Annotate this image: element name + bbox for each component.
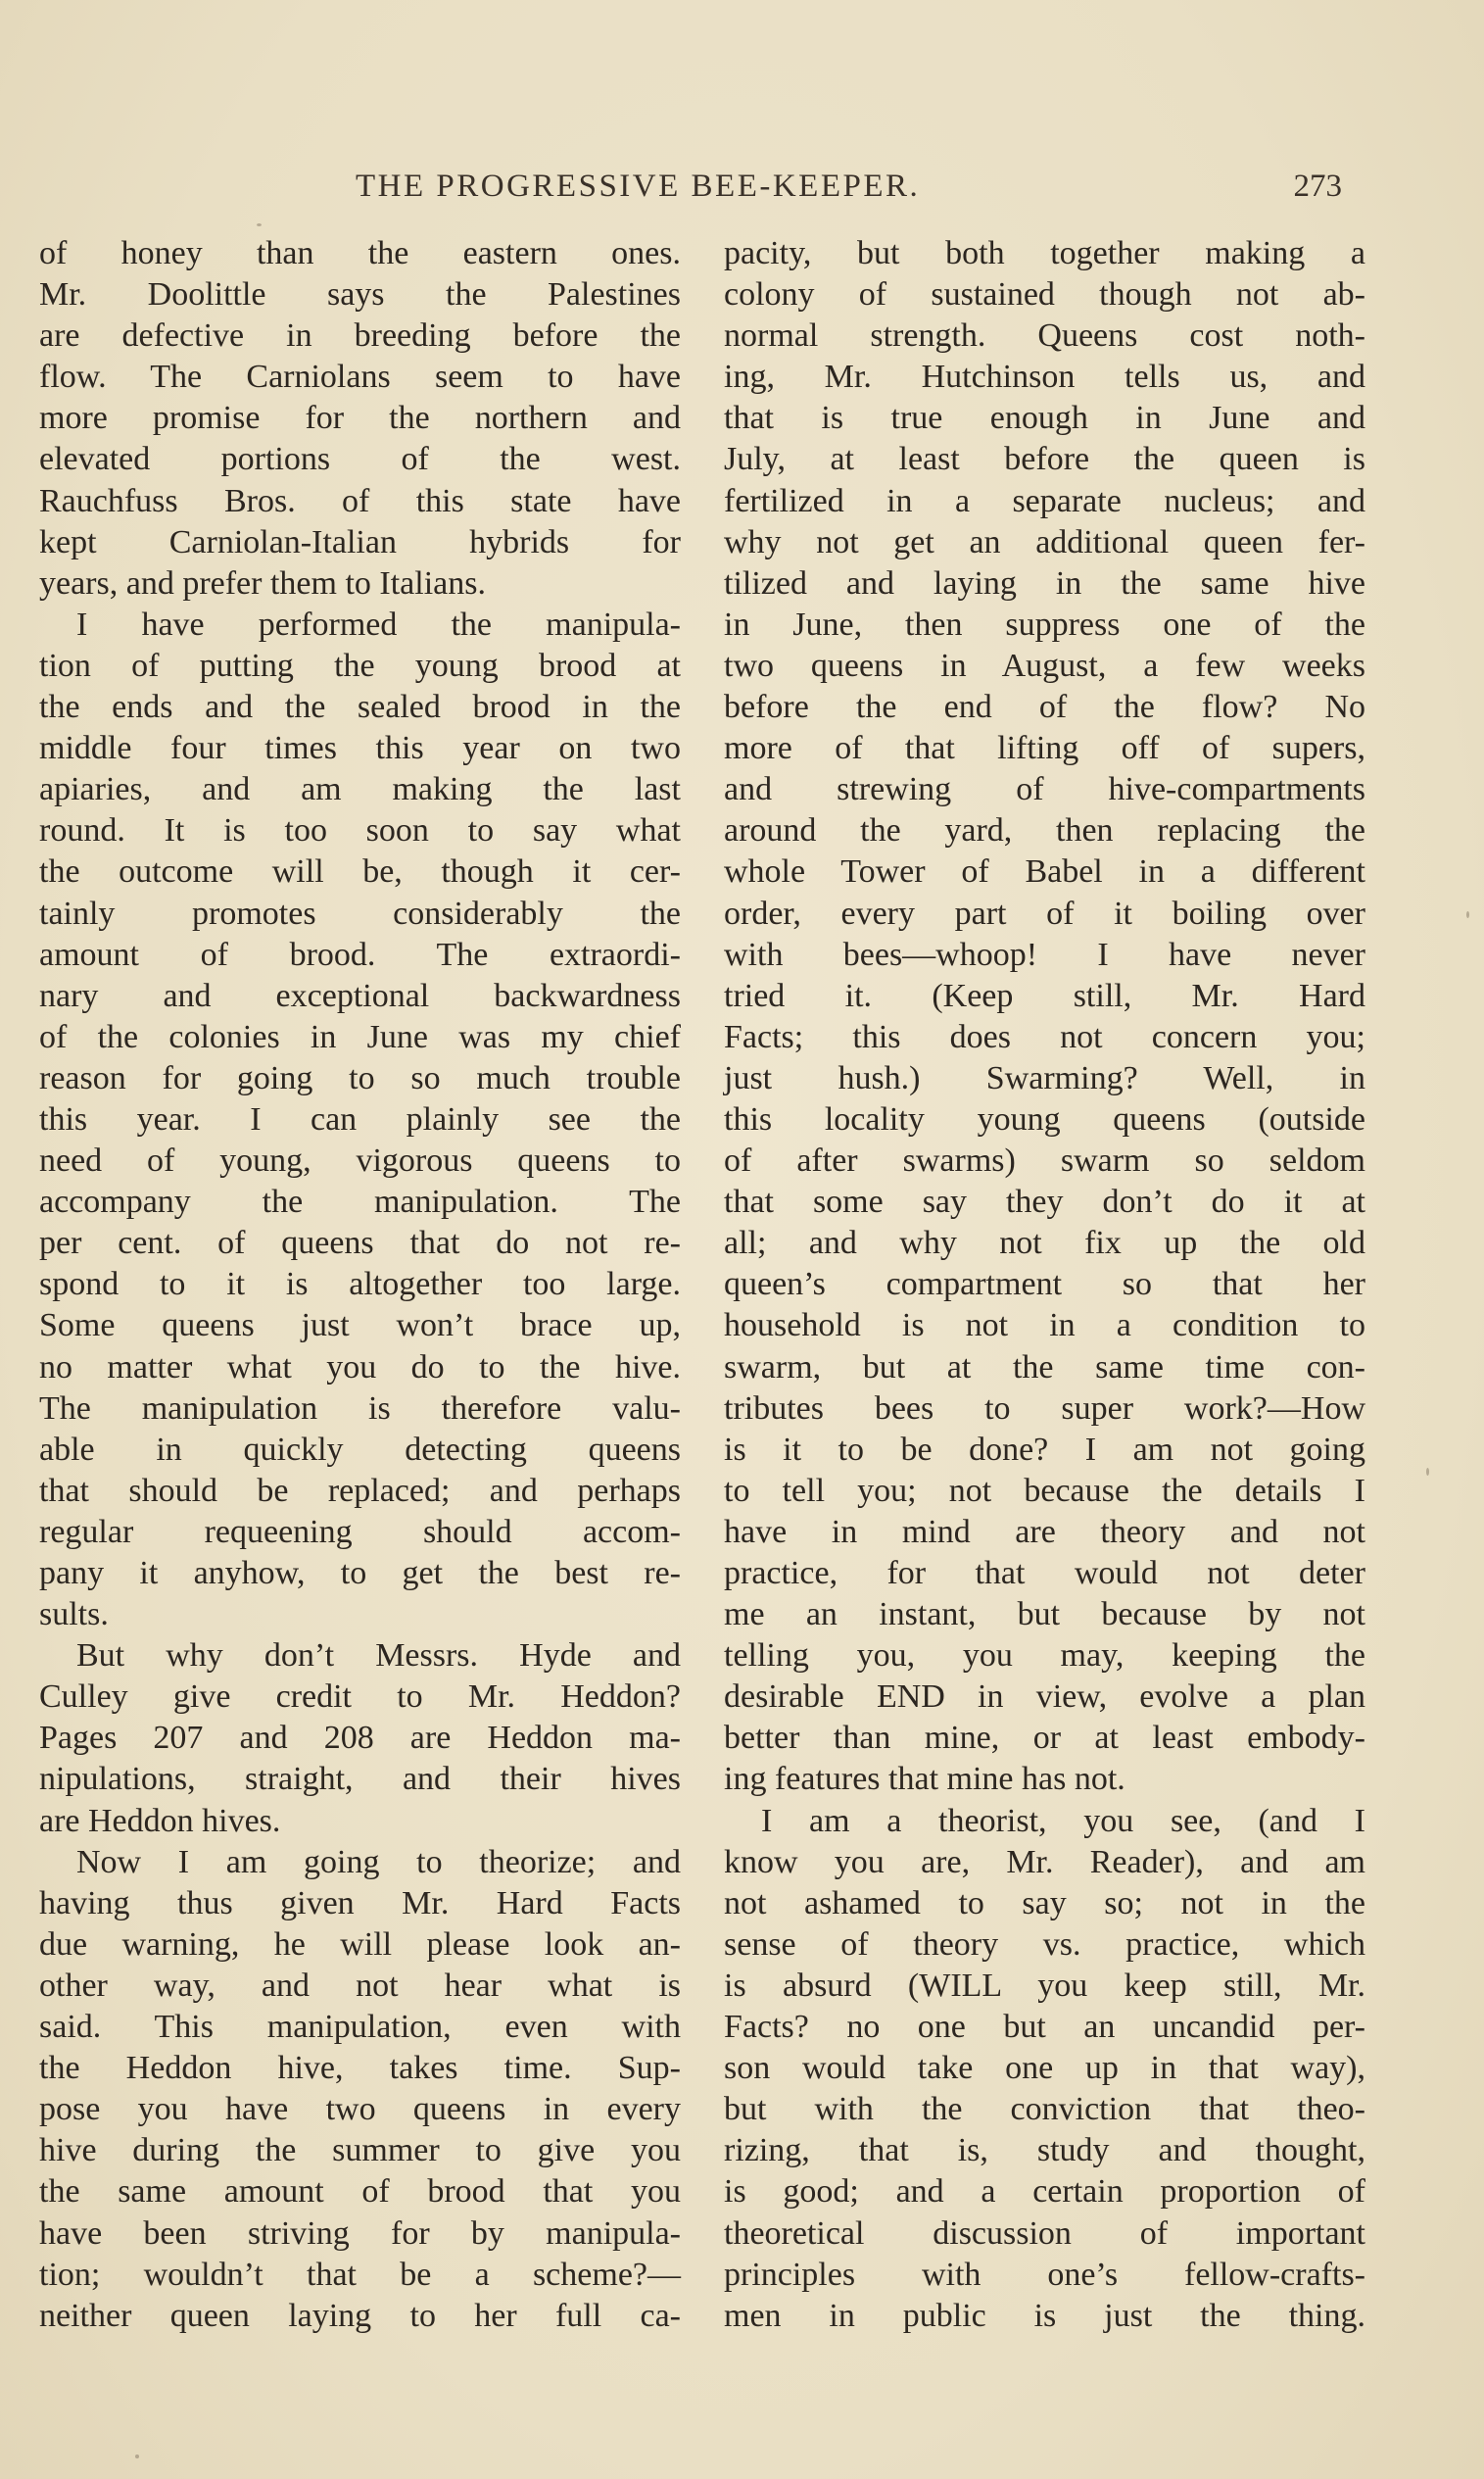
text-line: desirable END in view, evolve a plan	[724, 1678, 1365, 1716]
text-line: Mr. Doolittle says the Palestines	[39, 276, 681, 314]
running-head	[39, 169, 1342, 218]
text-line: that is true enough in June and	[724, 400, 1365, 437]
text-line: nipulations, straight, and their hives	[39, 1761, 681, 1798]
right-column	[724, 233, 1365, 2337]
text-line: around the yard, then replacing the	[724, 812, 1365, 850]
text-line: me an instant, but because by not	[724, 1596, 1365, 1633]
text-line: tion; wouldn’t that be a scheme?—	[39, 2256, 681, 2293]
text-line: tributes bees to super work?—How	[724, 1389, 1365, 1427]
paragraph-start-line: I am a theorist, you see, (and I	[761, 1802, 1365, 1839]
text-line: queen’s compartment so that her	[724, 1266, 1365, 1303]
text-line: kept Carniolan-Italian hybrids for	[39, 523, 681, 560]
text-line: ing features that mine has not.	[724, 1761, 1125, 1798]
text-line: Facts; this does not concern you;	[724, 1018, 1365, 1055]
text-line: order, every part of it boiling over	[724, 895, 1365, 932]
text-line: why not get an additional queen fer-	[724, 523, 1365, 560]
text-line: of after swarms) swarm so seldom	[724, 1142, 1365, 1180]
text-line: apiaries, and am making the last	[39, 771, 681, 808]
text-line: but with the conviction that theo-	[724, 2091, 1365, 2128]
text-line: able in quickly detecting queens	[39, 1431, 681, 1468]
text-line: accompany the manipulation. The	[39, 1184, 681, 1221]
text-line: rizing, that is, study and thought,	[724, 2132, 1365, 2169]
paper-speck	[257, 223, 262, 226]
text-line: other way, and not hear what is	[39, 1967, 681, 2004]
text-line: need of young, vigorous queens to	[39, 1142, 681, 1180]
text-line: per cent. of queens that do not re-	[39, 1225, 681, 1262]
text-line: more promise for the northern and	[39, 400, 681, 437]
text-line: Rauchfuss Bros. of this state have	[39, 482, 681, 519]
text-line: years, and prefer them to Italians.	[39, 564, 486, 602]
text-line: The manipulation is therefore valu-	[39, 1389, 681, 1427]
text-line: Some queens just won’t brace up,	[39, 1307, 681, 1344]
text-line: said. This manipulation, even with	[39, 2009, 681, 2046]
paragraph-start-line: I have performed the manipula-	[76, 606, 681, 643]
text-line: of honey than the eastern ones.	[39, 235, 681, 271]
text-line: neither queen laying to her full ca-	[39, 2297, 681, 2334]
text-line: amount of brood. The extraordi-	[39, 936, 681, 973]
text-line: swarm, but at the same time con-	[724, 1348, 1365, 1385]
text-line: tainly promotes considerably the	[39, 895, 681, 932]
text-line: ing, Mr. Hutchinson tells us, and	[724, 359, 1365, 396]
text-line: are defective in breeding before the	[39, 317, 681, 355]
text-line: fertilized in a separate nucleus; and	[724, 482, 1365, 519]
text-line: men in public is just the thing.	[724, 2297, 1365, 2334]
page-number: 273	[1293, 169, 1342, 204]
text-line: in June, then suppress one of the	[724, 606, 1365, 643]
text-line: the ends and the sealed brood in the	[39, 689, 681, 726]
text-line: have been striving for by manipula-	[39, 2214, 681, 2252]
text-line: better than mine, or at least embody-	[724, 1720, 1365, 1757]
text-line: with bees—whoop! I have never	[724, 936, 1365, 973]
text-line: nary and exceptional backwardness	[39, 977, 681, 1014]
text-line: sense of theory vs. practice, which	[724, 1925, 1365, 1963]
text-line: telling you, you may, keeping the	[724, 1637, 1365, 1675]
text-line: reason for going to so much trouble	[39, 1059, 681, 1096]
text-line: colony of sustained though not ab-	[724, 276, 1365, 314]
text-line: spond to it is altogether too large.	[39, 1266, 681, 1303]
text-line: is good; and a certain proportion of	[724, 2173, 1365, 2211]
text-line: this year. I can plainly see the	[39, 1100, 681, 1138]
text-line: Pages 207 and 208 are Heddon ma-	[39, 1720, 681, 1757]
text-line: household is not in a condition to	[724, 1307, 1365, 1344]
paragraph-start-line: Now I am going to theorize; and	[76, 1843, 681, 1880]
text-line: before the end of the flow? No	[724, 689, 1365, 726]
text-line: sults.	[39, 1596, 109, 1633]
text-line: pacity, but both together making a	[724, 235, 1365, 271]
text-line: no matter what you do to the hive.	[39, 1348, 681, 1385]
text-line: due warning, he will please look an-	[39, 1925, 681, 1963]
text-line: principles with one’s fellow-crafts-	[724, 2256, 1365, 2293]
text-line: July, at least before the queen is	[724, 441, 1365, 478]
text-line: tilized and laying in the same hive	[724, 564, 1365, 602]
left-column	[39, 233, 681, 2337]
text-line: of the colonies in June was my chief	[39, 1018, 681, 1055]
text-line: normal strength. Queens cost noth-	[724, 317, 1365, 355]
text-line: round. It is too soon to say what	[39, 812, 681, 850]
text-line: theoretical discussion of important	[724, 2214, 1365, 2252]
text-line: this locality young queens (outside	[724, 1100, 1365, 1138]
text-line: have in mind are theory and not	[724, 1513, 1365, 1550]
paragraph-start-line: But why don’t Messrs. Hyde and	[76, 1637, 681, 1675]
text-line: having thus given Mr. Hard Facts	[39, 1884, 681, 1921]
text-line: flow. The Carniolans seem to have	[39, 359, 681, 396]
text-line: two queens in August, a few weeks	[724, 647, 1365, 684]
text-line: and strewing of hive-compartments	[724, 771, 1365, 808]
text-line: not ashamed to say so; not in the	[724, 1884, 1365, 1921]
text-line: pose you have two queens in every	[39, 2091, 681, 2128]
text-line: just hush.) Swarming? Well, in	[724, 1059, 1365, 1096]
text-line: the Heddon hive, takes time. Sup-	[39, 2050, 681, 2087]
text-line: Culley give credit to Mr. Heddon?	[39, 1678, 681, 1716]
paper-speck	[135, 2455, 139, 2458]
text-line: are Heddon hives.	[39, 1802, 281, 1839]
text-line: more of that lifting off of supers,	[724, 730, 1365, 767]
paper-speck	[1466, 911, 1469, 918]
text-line: tion of putting the young brood at	[39, 647, 681, 684]
text-line: know you are, Mr. Reader), and am	[724, 1843, 1365, 1880]
text-line: that should be replaced; and perhaps	[39, 1472, 681, 1509]
text-line: is it to be done? I am not going	[724, 1431, 1365, 1468]
text-line: pany it anyhow, to get the best re-	[39, 1555, 681, 1591]
text-line: regular requeening should accom-	[39, 1513, 681, 1550]
text-line: middle four times this year on two	[39, 730, 681, 767]
text-line: all; and why not fix up the old	[724, 1225, 1365, 1262]
text-line: elevated portions of the west.	[39, 441, 681, 478]
text-line: that some say they don’t do it at	[724, 1184, 1365, 1221]
text-line: son would take one up in that way),	[724, 2050, 1365, 2087]
text-line: is absurd (WILL you keep still, Mr.	[724, 1967, 1365, 2004]
text-line: Facts? no one but an uncandid per-	[724, 2009, 1365, 2046]
text-line: the same amount of brood that you	[39, 2173, 681, 2211]
paper-speck	[1426, 1468, 1429, 1476]
text-line: tried it. (Keep still, Mr. Hard	[724, 977, 1365, 1014]
text-line: whole Tower of Babel in a different	[724, 853, 1365, 891]
text-line: hive during the summer to give you	[39, 2132, 681, 2169]
running-title: THE PROGRESSIVE BEE-KEEPER.	[356, 169, 921, 204]
text-line: the outcome will be, though it cer-	[39, 853, 681, 891]
text-line: to tell you; not because the details I	[724, 1472, 1365, 1509]
text-line: practice, for that would not deter	[724, 1555, 1365, 1591]
